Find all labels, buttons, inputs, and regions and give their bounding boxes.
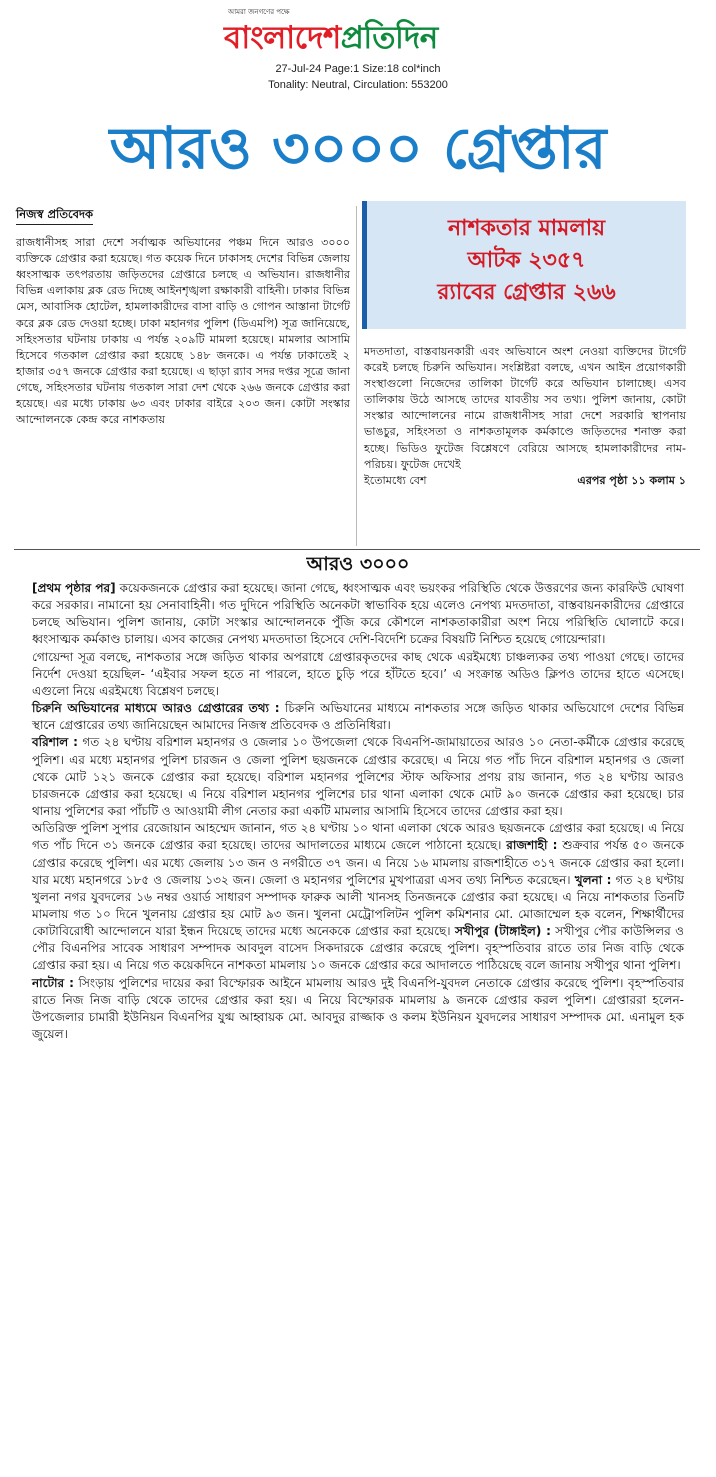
- continuation-body: [32, 580, 684, 1043]
- column-divider: [356, 206, 357, 546]
- highlight-box: [362, 201, 686, 329]
- paragraph-text: গত ২৪ ঘণ্টায় খুলনা নগর যুবদলের ১৬ নম্বর ওয়ার্ড সাধারণ সম্পাদক ফারুক আলী খানসহ তিনজনকে গ্রেপ্তার করা হয়েছে। এ নিয়ে নাশকতার তিনটি মামলায় গত ১০ দিনে খুলনায় গ্রেপ্তার হয় মোট ৯৩ জন। খুলনা মেট্রোপলিটন পুলিশ কমিশনার মো. মোজাম্মেল হক বলেন, শিক্ষার্থীদের কোটাবিরোধী আন্দোলনে যারা ইন্ধন দিয়েছে তাদের মধ্যে অনেককে গ্রেপ্তার করা হয়েছে।: [32, 872, 684, 939]
- logo-part-2: প্রতিদিন: [340, 20, 438, 56]
- lead-column-left: [16, 206, 350, 428]
- logo-part-1: বাংলাদেশ: [224, 20, 341, 56]
- dateline-barishal: বরিশাল :: [32, 735, 78, 750]
- continued-on-page-link[interactable]: এরপর পৃষ্ঠা ১১ কলাম ১: [577, 473, 686, 487]
- paragraph: [32, 975, 684, 1044]
- clipping-tonality-line: Tonality: Neutral, Circulation: 553200: [268, 79, 448, 91]
- paragraph-text: সিংড়ায় পুলিশের দায়ের করা বিস্ফোরক আইনে মামলায় আরও দুই বিএনপি-যুবদল নেতাকে গ্রেপ্তার করেছে পুলিশ। বৃহস্পতিবার রাতে নিজ নিজ বাড়ি থেকে তাদের গ্রেপ্তার করা হয়। এ নিয়ে বিস্ফোরক মামলায় ৯ জনকে গ্রেপ্তার করল পুলিশ। গ্রেপ্তাররা হলেন- উপজেলার চামারী ইউনিয়ন বিএনপির যুগ্ম আহ্বায়ক মো. আবদুর রাজ্জাক ও কলম ইউনিয়ন যুবদলের সাধারণ সম্পাদক মো. এনামুল হক জুয়েল।: [32, 975, 684, 1042]
- masthead-tagline: আমরা জনগণের পক্ষে: [228, 8, 290, 16]
- subheading: চিরুনি অভিযানের মাধ্যমে আরও গ্রেপ্তারের তথ্য :: [32, 701, 280, 716]
- paragraph: [32, 580, 684, 649]
- paragraph: [32, 700, 684, 734]
- jump-line: [364, 473, 686, 489]
- dateline-sakhipur: সখীপুর (টাঙ্গাইল) :: [454, 924, 551, 939]
- highlight-line-1: নাশকতার মামলায়: [447, 216, 606, 241]
- paragraph-text: শুক্রবার পর্যন্ত ৫০ জনকে গ্রেপ্তার করেছে পুলিশ। এর মধ্যে জেলায় ১৩ জন ও নগরীতে ৩৭ জন। এ নিয়ে ১৬ মামলায় রাজশাহীতে ৩১৭ জনকে গ্রেপ্তার করা হলো। যার মধ্যে মহানগরে ১৮৫ ও জেলায় ১৩২ জন। জেলা ও মহানগর পুলিশের মুখপাত্ররা এসব তথ্য নিশ্চিত করেছেন।: [32, 838, 684, 887]
- paragraph: [32, 820, 684, 974]
- dateline-khulna: খুলনা :: [574, 872, 612, 887]
- highlight-line-3: র‌্যাবের গ্রেপ্তার ২৬৬: [437, 280, 616, 305]
- paragraph: [32, 734, 684, 820]
- paragraph-text: চিরুনি অভিযানের মাধ্যমে নাশকতার সঙ্গে জড়িত থাকার অভিযোগে দেশের বিভিন্ন স্থানে গ্রেপ্তারের তথ্য জানিয়েছেন আমাদের নিজস্ব প্রতিবেদক ও প্রতিনিধিরা।: [32, 701, 684, 733]
- dateline-rajshahi: রাজশাহী :: [506, 838, 558, 853]
- clipping-date-line: 27-Jul-24 Page:1 Size:18 col*inch: [275, 63, 441, 75]
- continuation-title: আরও ৩০০০: [306, 553, 410, 575]
- paragraph-text: সখীপুর পৌর কাউন্সিলর ও পৌর বিএনপির সাবেক সাধারণ সম্পাদক আবদুল বাসেদ সিকদারকে গ্রেপ্তার করেছে পুলিশ। বৃহস্পতিবার রাতে তার নিজ বাড়ি থেকে গ্রেপ্তার করা হয়। এ নিয়ে গত কয়েকদিনে নাশকতা মামলায় ১০ জনকে গ্রেপ্তার করে আদালতে পাঠিয়েছে বলে জানায় সখীপুর থানা পুলিশ।: [32, 924, 684, 973]
- paragraph-text: গত ২৪ ঘণ্টায় বরিশাল মহানগর ও জেলার ১০ উপজেলা থেকে বিএনপি-জামায়াতের আরও ১০ নেতা-কর্মীকে গ্রেপ্তার করেছে পুলিশ। এর মধ্যে মহানগর পুলিশ চারজন ও জেলা পুলিশ ছয়জনকে গ্রেপ্তার করেছে। এ নিয়ে গত পাঁচ দিনে বরিশাল মহানগর ও জেলা থেকে মোট ১২১ জনকে গ্রেপ্তার করা হয়েছে। বরিশাল মহানগর পুলিশের স্টাফ অফিসার প্রণয় রায় জানান, গত ২৪ ঘণ্টায় আরও চারজনকে গ্রেপ্তার করা হয়েছে। এ নিয়ে বরিশাল মহানগর পুলিশের চার থানা এলাকা থেকে মোট ৯০ জনকে গ্রেপ্তার করা হয়েছে। চার থানায় পুলিশের করা পাঁচটি ও আওয়ামী লীগ নেতার করা একটি মামলার আসামি হিসেবে তাদের গ্রেপ্তার করা হয়।: [32, 735, 684, 819]
- lead-text-right-end: ইতোমধ্যে বেশ: [364, 473, 427, 487]
- lead-text-right: মদতদাতা, বাস্তবায়নকারী এবং অভিযানে অংশ নেওয়া ব্যক্তিদের টার্গেট করেই চলছে চিরুনি অভিযান। সংশ্লিষ্টরা বলছে, এখন আইন প্রয়োগকারী সংস্থাগুলো নিজেদের তালিকা টার্গেট করে অভিযান চালাচ্ছে। এসব তালিকায় উঠে আসছে তাদের যাবতীয় সব তথ্য। পুলিশ জানায়, কোটা সংস্কার আন্দোলনের নামে রাজধানীসহ সারা দেশে সরকারি স্থাপনায় ভাঙচুর, সহিংসতা ও নাশকতামূলক কর্মকাণ্ডে জড়িতদের শনাক্ত করা হচ্ছে। ভিডিও ফুটেজ বিশ্লেষণে বেরিয়ে আসছে হামলাকারীদের নাম-পরিচয়। ফুটেজ দেখেই: [364, 345, 686, 471]
- lead-text-left: রাজধানীসহ সারা দেশে সর্বাত্মক অভিযানের পঞ্চম দিনে আরও ৩০০০ ব্যক্তিকে গ্রেপ্তার করা হয়েছে। গত কয়েক দিনে ঢাকাসহ দেশের বিভিন্ন জেলায় ধ্বংসাত্মক তৎপরতায় জড়িতদের গ্রেপ্তারে চলছে এ অভিযান। রাজধানীর বিভিন্ন এলাকায় ব্লক রেড দিচ্ছে আইনশৃঙ্খলা রক্ষাকারী বাহিনী। ঢাকার বিভিন্ন মেস, আবাসিক হোটেল, হামলাকারীদের বাসা বাড়ি ও গোপন আস্তানা টার্গেট করে ব্লক রেড দেওয়া হচ্ছে। ঢাকা মহানগর পুলিশ (ডিএমপি) সূত্র জানিয়েছে, সহিংসতার ঘটনায় ঢাকায় এ পর্যন্ত ২০৯টি মামলা হয়েছে। মামলার আসামি হিসেবে গতকাল গ্রেপ্তার করা হয়েছে ১৪৮ জনকে। এ পর্যন্ত ঢাকাতেই ২ হাজার ৩৫৭ জনকে গ্রেপ্তার করা হয়েছে। এ ছাড়া র‌্যাব সদর দপ্তর সূত্রে জানা গেছে, সহিংসতার ঘটনায় গতকাল সারা দেশ থেকে ২৬৬ জনকে গ্রেপ্তার করা হয়েছে। এর মধ্যে ঢাকায় ৬৩ এবং ঢাকার বাইরে ২০৩ জন। কোটা সংস্কার আন্দোলনকে কেন্দ্র করে নাশকতায়: [16, 236, 350, 427]
- byline: নিজস্ব প্রতিবেদক: [16, 206, 93, 225]
- lead-column-right: [364, 344, 686, 489]
- first-page-continued-tag: [প্রথম পৃষ্ঠার পর]: [32, 581, 116, 595]
- highlight-line-2: আটক ২৩৫৭: [467, 248, 586, 273]
- main-headline: আরও ৩০০০ গ্রেপ্তার: [109, 114, 607, 182]
- dateline-natore: নাটোর :: [32, 975, 74, 990]
- paragraph-text: কয়েকজনকে গ্রেপ্তার করা হয়েছে। জানা গেছে, ধ্বংসাত্মক এবং ভয়ংকর পরিস্থিতি থেকে উত্তরণের জন্য কারফিউ ঘোষণা করে সরকার। নামানো হয় সেনাবাহিনী। গত দুদিনে পরিস্থিতি অনেকটা স্বাভাবিক হয়ে এলেও নেপথ্য মদতদাতা, বাস্তবায়নকারীদের গ্রেপ্তারে চলছে অভিযান। পুলিশ জানায়, কোটা সংস্কার আন্দোলনকে পুঁজি করে কৌশলে নাশকতাকারীরা অংশ নিয়ে পরিস্থিতি ঘোলাটে করে। ধ্বংসাত্মক কর্মকাণ্ড চালায়। এসব কাজের নেপথ্য মদতদাতা হিসেবে দেশি-বিদেশি চক্রের বিষয়টি নিশ্চিত হয়েছে গোয়েন্দারা।: [32, 581, 684, 647]
- paragraph-text: অতিরিক্ত পুলিশ সুপার রেজোয়ান আহম্মেদ জানান, গত ২৪ ঘণ্টায় ১০ থানা এলাকা থেকে আরও ছয়জনকে গ্রেপ্তার করা হয়েছে। এ নিয়ে গত পাঁচ দিনে ৩১ জনকে গ্রেপ্তার করা হয়েছে। তাদের আদালতের মাধ্যমে জেলে পাঠানো হয়েছে।: [32, 821, 684, 853]
- newspaper-logo: [224, 14, 438, 66]
- masthead: [0, 0, 716, 100]
- paragraph: গোয়েন্দা সূত্র বলছে, নাশকতার সঙ্গে জড়িত থাকার অপরাধে গ্রেপ্তারকৃতদের কাছ থেকে এরইমধ্যে চাঞ্চল্যকর তথ্য পাওয়া গেছে। তাদের নির্দেশ দেওয়া হয়েছিল- ‘এইবার সফল হতে না পারলে, হাতে চুড়ি পরে হাঁটতে হবে।’ এ সংক্রান্ত অডিও ক্লিপও তাদের হাতে এসেছে। এগুলো নিয়ে এরইমধ্যে বিশ্লেষণ চলছে।: [32, 649, 684, 698]
